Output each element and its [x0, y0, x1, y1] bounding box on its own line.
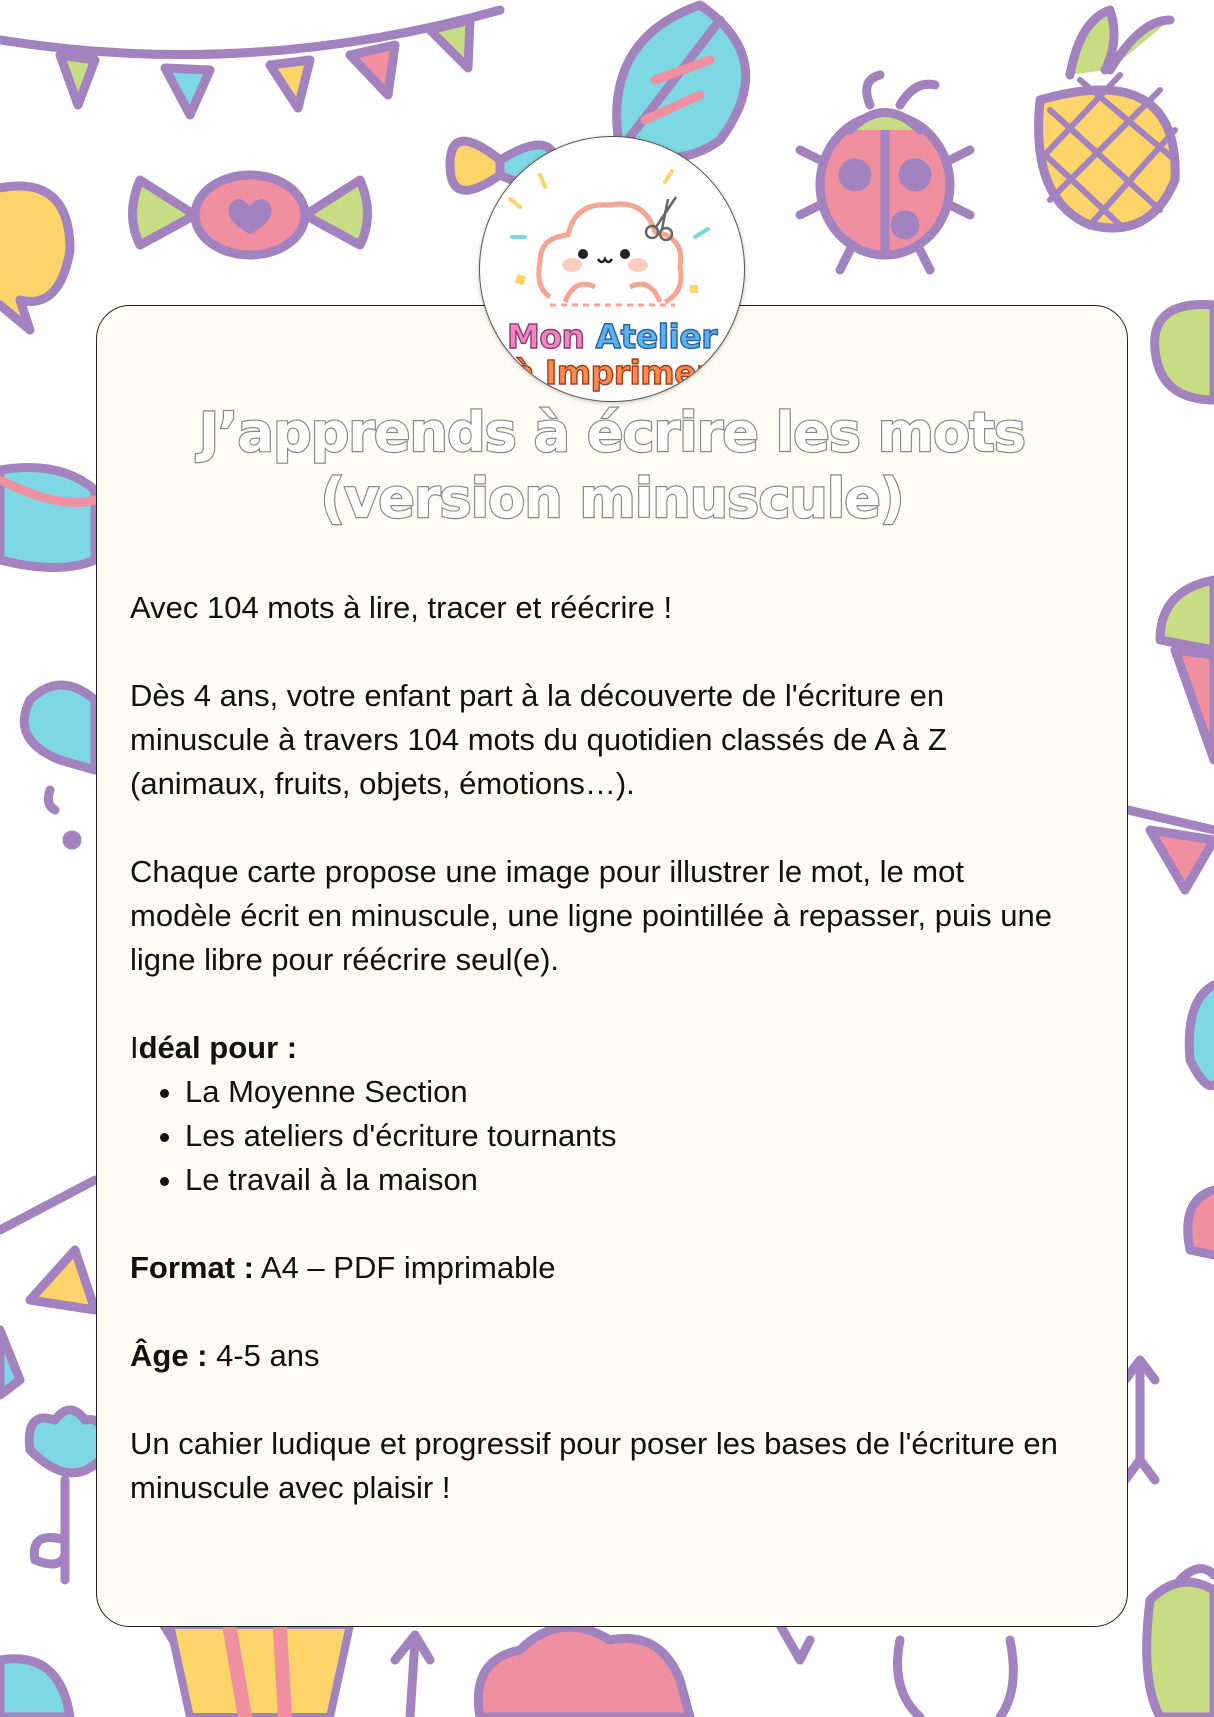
intro-text: Avec 104 mots à lire, tracer et réécrire !: [130, 590, 673, 625]
heart-icon: [24, 685, 95, 770]
bunting-flag-icon: [430, 20, 470, 68]
ideal-list: [130, 1070, 1070, 1202]
bunting-flag-icon: [165, 68, 210, 115]
title-line1: J’apprends à écrire les mots: [198, 401, 1026, 464]
bunting-flag-icon: [1150, 830, 1214, 890]
description-paragraph-1: Dès 4 ans, votre enfant part à la découverte de l'écriture en minuscule à travers 104 mots du quotidien classés de A à Z (animaux, fruits, objets, émotions…).: [130, 678, 947, 801]
bunting-flag-icon: [60, 55, 95, 105]
flower-icon: [29, 1410, 103, 1473]
closing-text: Un cahier ludique et progressif pour poser les bases de l'écriture en minuscule avec plaisir !: [130, 1426, 1058, 1505]
speech-bubble-icon: [0, 186, 70, 330]
bunting-flag-icon: [350, 45, 395, 95]
cloud-icon: [478, 1627, 690, 1717]
ice-cream-icon: [1160, 580, 1214, 650]
ideal-heading: Idéal pour :: [130, 1030, 298, 1065]
description-body: [130, 586, 1070, 1554]
age-line: Âge : 4-5 ans: [130, 1338, 320, 1373]
bunting-flag-icon: [270, 60, 310, 108]
list-item: • Le travail à la maison: [185, 1158, 1070, 1202]
format-line: Format : A4 – PDF imprimable: [130, 1250, 556, 1285]
title-line2: (version minuscule): [320, 467, 904, 530]
speech-bubble-icon: [1155, 305, 1214, 400]
brand-logo: [479, 136, 745, 402]
list-item: • La Moyenne Section: [185, 1070, 1070, 1114]
bunting-flag-icon: [30, 1250, 95, 1310]
logo-text-line1: Mon Atelier: [507, 317, 717, 356]
list-item: • Les ateliers d'écriture tournants: [185, 1114, 1070, 1158]
description-paragraph-2: Chaque carte propose une image pour illustrer le mot, le mot modèle écrit en minuscule, une ligne pointillée à repasser, puis une ligne libre pour réécrire seul(e).: [130, 854, 1052, 977]
page-title: [96, 400, 1128, 532]
logo-text-line2: à Imprimer: [512, 353, 712, 392]
